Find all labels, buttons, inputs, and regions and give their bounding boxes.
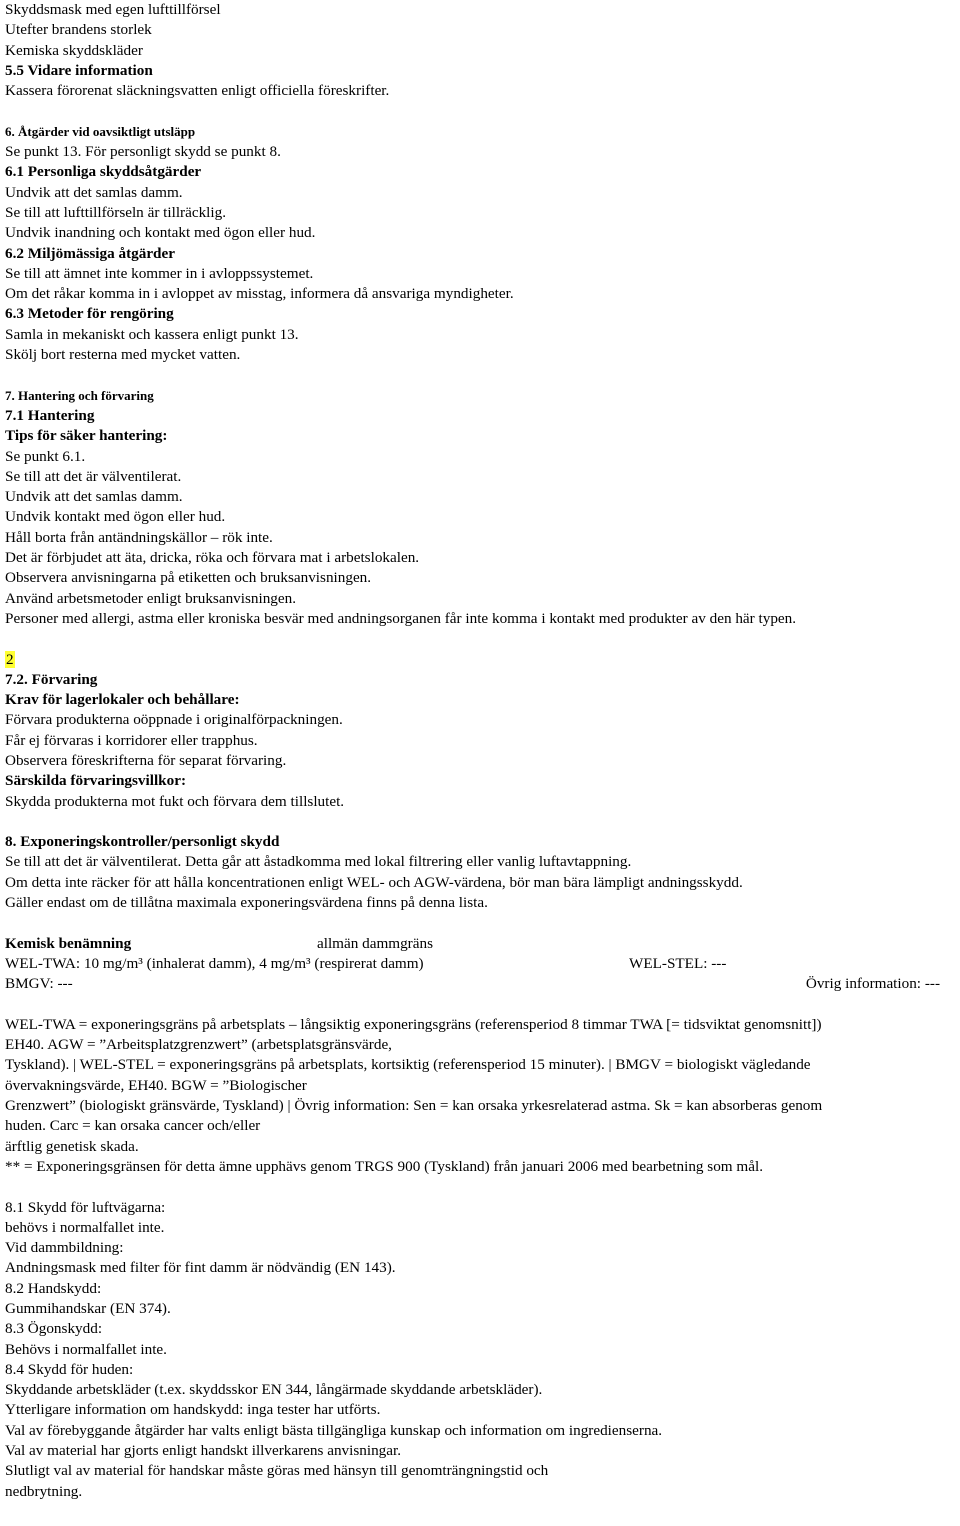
spacer [5,913,957,933]
text-line: Skydda produkterna mot fukt och förvara dem tillslutet. [5,792,345,810]
text-line: Samla in mekaniskt och kassera enligt punkt 13. [5,325,299,343]
text-line: Förvara produkterna oöppnade i originalförpackningen. [5,711,343,729]
text-line: Observera föreskrifterna för separat förvaring. [5,751,287,769]
subsection-heading-8-1: 8.1 Skydd för luftvägarna: [5,1198,166,1216]
text-line: Behövs i normalfallet inte. [5,1340,167,1358]
subsection-heading-8-3: 8.3 Ögonskydd: [5,1320,103,1338]
text-line: Undvik att det samlas damm. [5,488,183,506]
text-line: Personer med allergi, astma eller kroniska besvär med andningsorganen får inte komma i kontakt med produkter av den här typen. [5,609,797,627]
definition-line: Grenzwert” (biologiskt gränsvärde, Tyskland) | Övrig information: Sen = kan orsaka yrkesrelaterad astma. Sk = kan absorberas genom [5,1097,823,1115]
spacer [5,1177,957,1197]
text-line: Kassera förorenat släckningsvatten enligt officiella föreskrifter. [5,82,390,100]
text-line: Vid dammbildning: [5,1239,124,1257]
text-line: Om detta inte räcker för att hålla koncentrationen enligt WEL- och AGW-värdena, bör man bära lämpligt andningsskydd. [5,873,743,891]
section-heading-7-1: 7.1 Hantering [5,406,95,424]
text-line: Undvik kontakt med ögon eller hud. [5,508,226,526]
text-line: Se punkt 6.1. [5,447,86,465]
text-line: Kemiska skyddskläder [5,41,143,59]
section-heading-6: 6. Åtgärder vid oavsiktligt utsläpp [5,123,196,139]
subsection-heading-8-2: 8.2 Handskydd: [5,1279,102,1297]
document-page [5,0,957,1502]
text-line: Se till att det är välventilerat. Detta går att åstadkomma med lokal filtrering eller vanlig luftavtappning. [5,853,632,871]
definition-line: huden. Carc = kan orsaka cancer och/eller [5,1117,261,1135]
subsection-heading-8-4: 8.4 Skydd för huden: [5,1360,134,1378]
text-line: Om det råkar komma in i avloppet av misstag, informera då ansvariga myndigheter. [5,285,514,303]
exposure-table-row [5,974,957,994]
definition-line: ** = Exponeringsgränsen för detta ämne upphävs genom TRGS 900 (Tyskland) från januari 2006 med bearbetning som mål. [5,1157,763,1175]
exposure-table-header [5,934,957,954]
text-line: Ytterligare information om handskydd: inga tester har utförts. [5,1401,381,1419]
text-line: nedbrytning. [5,1482,83,1500]
text-line: Slutligt val av material för handskar måste göras med hänsyn till genomträngningstid och [5,1462,549,1480]
section-heading-5-5: 5.5 Vidare information [5,61,153,79]
text-line: Se punkt 13. För personligt skydd se punkt 8. [5,143,281,161]
text-line: Skyddsmask med egen lufttillförsel [5,1,221,18]
text-line: Val av material har gjorts enligt handskt illverkarens anvisningar. [5,1442,402,1460]
exposure-table-row [5,954,957,974]
text-line: behövs i normalfallet inte. [5,1218,165,1236]
text-line: Gummihandskar (EN 374). [5,1300,171,1317]
text-line: Använd arbetsmetoder enligt bruksanvisningen. [5,589,297,607]
subheading-sarskilda: Särskilda förvaringsvillkor: [5,772,186,790]
text-line: Håll borta från antändningskällor – rök inte. [5,528,273,546]
spacer [5,812,957,832]
text-line: Se till att det är välventilerat. [5,467,182,485]
subheading-krav: Krav för lagerlokaler och behållare: [5,691,240,709]
subheading-tips: Tips för säker hantering: [5,427,168,445]
definition-line: WEL-TWA = exponeringsgräns på arbetsplats – långsiktig exponeringsgräns (referensperiod 8 timmar TWA [= tidsviktat genomsnitt]) [5,1015,822,1033]
spacer [5,365,957,385]
text-line: Skyddande arbetskläder (t.ex. skyddsskor EN 344, långärmade skyddande arbetskläder). [5,1381,543,1399]
text-line: Val av förebyggande åtgärder har valts enligt bästa tillgängliga kunskap och information om ingredienserna. [5,1421,663,1439]
text-line: Andningsmask med filter för fint damm är nödvändig (EN 143). [5,1259,396,1277]
text-line: Observera anvisningarna på etiketten och bruksanvisningen. [5,569,372,587]
text-line: Undvik att det samlas damm. [5,183,183,201]
table-cell-wel-twa: WEL-TWA: 10 mg/m³ (inhalerat damm), 4 mg/m³ (respirerat damm) [5,954,424,972]
text-line: Se till att ämnet inte kommer in i avloppssystemet. [5,264,314,282]
text-line: Utefter brandens storlek [5,21,152,39]
text-line: Det är förbjudet att äta, dricka, röka och förvara mat i arbetslokalen. [5,549,420,567]
definition-line: Tyskland). | WEL-STEL = exponeringsgräns på arbetsplats, kortsiktig (referensperiod 15 minuter). | BMGV = biologiskt vägledande [5,1056,811,1074]
text-line: Se till att lufttillförseln är tillräcklig. [5,203,227,221]
definition-line: EH40. AGW = ”Arbeitsplatzgrenzwert” (arbetsplatsgränsvärde, [5,1036,392,1054]
text-line: Får ej förvaras i korridorer eller trapphus. [5,731,258,749]
section-heading-6-1: 6.1 Personliga skyddsåtgärder [5,163,202,181]
table-cell-other-info: Övrig information: --- [805,975,940,993]
table-cell-wel-stel: WEL-STEL: --- [629,954,727,972]
text-line: Skölj bort resterna med mycket vatten. [5,346,241,364]
spacer [5,101,957,121]
section-heading-7-2: 7.2. Förvaring [5,670,98,688]
table-header-chemical-name: Kemisk benämning [5,934,132,952]
section-heading-7: 7. Hantering och förvaring [5,387,154,403]
table-cell-bmgv: BMGV: --- [5,975,73,993]
section-heading-6-2: 6.2 Miljömässiga åtgärder [5,244,175,262]
definition-line: övervakningsvärde, EH40. BGW = ”Biologischer [5,1076,307,1094]
text-line: Gäller endast om de tillåtna maximala exponeringsvärdena finns på denna lista. [5,894,488,912]
table-cell-dust-limit: allmän dammgräns [317,934,433,952]
section-heading-8: 8. Exponeringskontroller/personligt skydd [5,833,280,851]
spacer [5,629,957,649]
page-number-line [5,650,957,670]
spacer [5,995,957,1015]
definition-line: ärftlig genetisk skada. [5,1137,139,1155]
section-heading-6-3: 6.3 Metoder för rengöring [5,305,174,323]
page-number-highlight: 2 [6,650,14,668]
text-line: Undvik inandning och kontakt med ögon eller hud. [5,224,316,242]
